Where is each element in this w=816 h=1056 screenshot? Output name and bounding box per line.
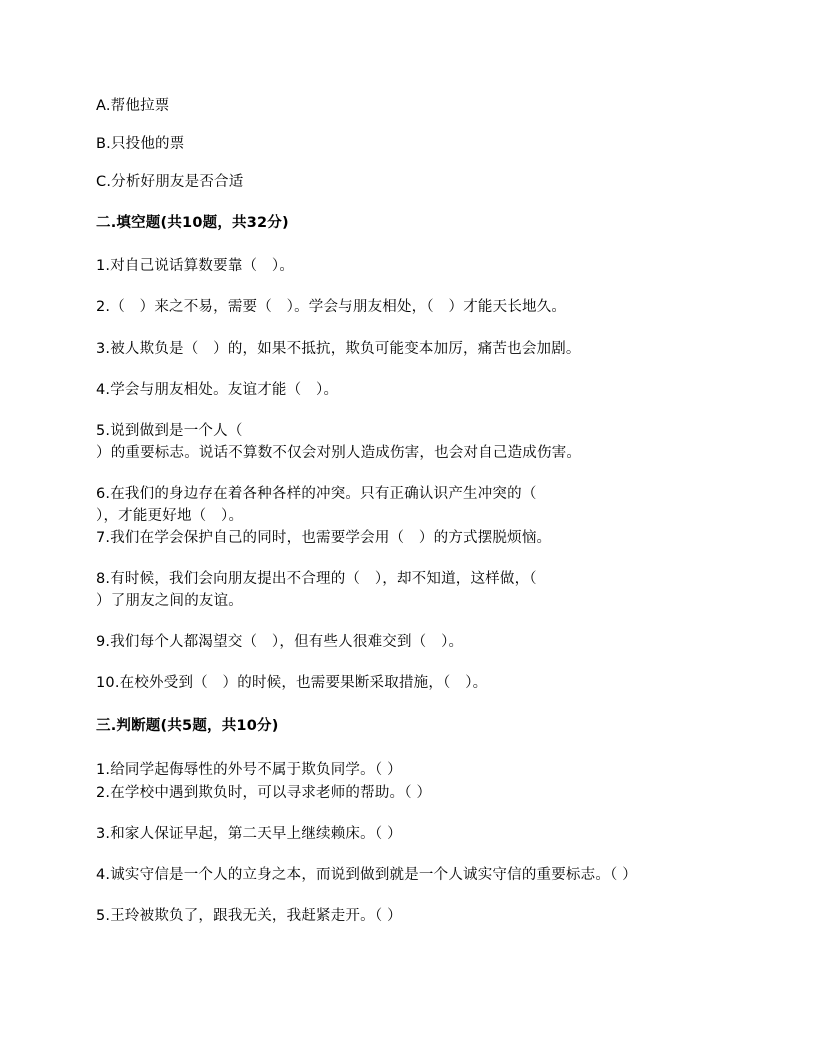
judge-question-1: 1.给同学起侮辱性的外号不属于欺负同学。（ ） (96, 762, 402, 778)
judge-question-2: 2.在学校中遇到欺负时，可以寻求老师的帮助。（ ） (96, 785, 432, 801)
fill-question-5-line-2: ）的重要标志。说话不算数不仅会对别人造成伤害，也会对自己造成伤害。 (96, 445, 582, 461)
fill-question-7: 7.我们在学会保护自己的同时，也需要学会用（ ）的方式摆脱烦恼。 (96, 530, 552, 546)
fill-question-6-line-2: ），才能更好地（ ）。 (96, 508, 244, 524)
judge-question-4: 4.诚实守信是一个人的立身之本，而说到做到就是一个人诚实守信的重要标志。（ ） (96, 867, 637, 883)
judge-question-5: 5.王玲被欺负了，跟我无关，我赶紧走开。（ ） (96, 908, 402, 924)
judge-question-3: 3.和家人保证早起，第二天早上继续赖床。（ ） (96, 826, 402, 842)
option-c: C.分析好朋友是否合适 (96, 174, 244, 190)
section-heading-true-false: 三.判断题(共5题，共10分) (96, 718, 279, 734)
fill-question-1: 1.对自己说话算数要靠（ ）。 (96, 258, 295, 274)
fill-question-8-line-2: ）了朋友之间的友谊。 (96, 593, 243, 609)
option-b: B.只投他的票 (96, 136, 185, 152)
section-heading-fill-in: 二.填空题(共10题，共32分) (96, 215, 289, 231)
fill-question-5-line-1: 5.说到做到是一个人（ (96, 423, 243, 439)
fill-question-3: 3.被人欺负是（ ）的，如果不抵抗，欺负可能变本加厉，痛苦也会加剧。 (96, 341, 581, 357)
option-a: A.帮他拉票 (96, 98, 170, 114)
fill-question-6-line-1: 6.在我们的身边存在着各种各样的冲突。只有正确认识产生冲突的（ (96, 486, 537, 502)
fill-question-2: 2.（ ）来之不易，需要（ ）。学会与朋友相处，（ ）才能天长地久。 (96, 299, 567, 315)
fill-question-8-line-1: 8.有时候，我们会向朋友提出不合理的（ ），却不知道，这样做，（ (96, 571, 537, 587)
fill-question-10: 10.在校外受到（ ）的时候，也需要果断采取措施，（ ）。 (96, 675, 488, 691)
fill-question-9: 9.我们每个人都渴望交（ ），但有些人很难交到（ ）。 (96, 634, 464, 650)
fill-question-4: 4.学会与朋友相处。友谊才能（ ）。 (96, 382, 339, 398)
